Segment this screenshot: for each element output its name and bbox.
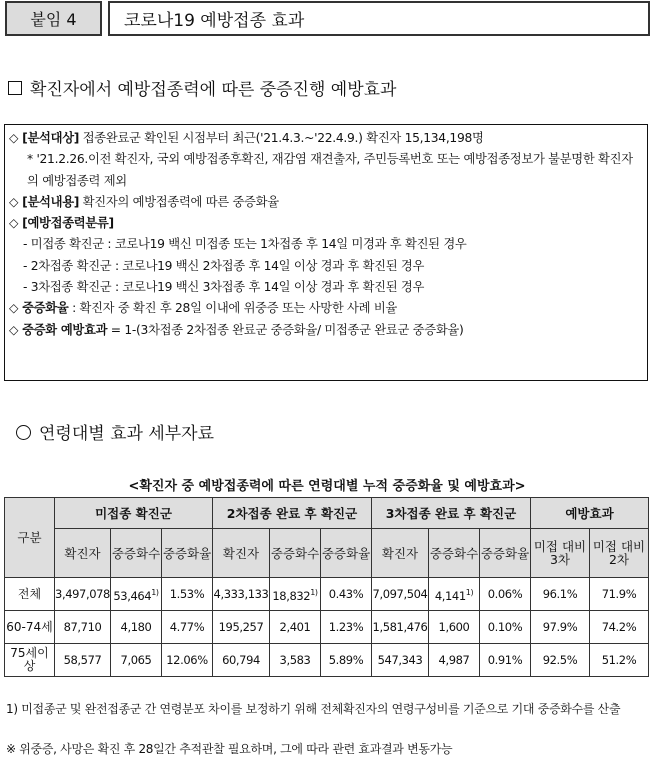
page-title-text: 코로나19 예방접종 효과: [124, 11, 305, 31]
table-cell: 1,600: [429, 611, 480, 644]
subheader-cell: 미접 대비 2차: [590, 529, 649, 578]
square-bullet-icon: [8, 81, 22, 95]
table-cell: 4.77%: [162, 611, 213, 644]
exclusion-note: * '21.2.26.이전 확진자, 국외 예방접종후확진, 재감염 재견출자, 주민등록번호 또는 예방접종정보가 불분명한 확진자의 예방접종력 제외: [27, 152, 633, 188]
group-header-effect: 예방효과: [531, 498, 649, 529]
row-label: 전체: [5, 578, 55, 611]
subheader-cell: 중증화율: [480, 529, 531, 578]
section-heading-1-text: 확진자에서 예방접종력에 따른 중증진행 예방효과: [30, 80, 397, 100]
page-title: [108, 1, 650, 36]
prevention-effect-text: = 1-(3차접종 2차접종 완료군 중증화율/ 미접종군 완료군 중증화율): [107, 322, 464, 337]
table-cell-value: 53,464: [113, 588, 152, 603]
table-cell: [111, 578, 162, 611]
table-cell: 12.06%: [162, 644, 213, 677]
table-cell: 547,343: [372, 644, 429, 677]
table-cell: [429, 578, 480, 611]
severity-rate-text: : 확진자 중 확진 후 28일 이내에 위중증 또는 사망한 사례 비율: [68, 301, 397, 316]
table-cell: 4,180: [111, 611, 162, 644]
footnote-mark: 1): [310, 587, 318, 597]
table-cell: 96.1%: [531, 578, 590, 611]
subheader-cell: 중증화수: [429, 529, 480, 578]
prevention-effect-def: [9, 320, 641, 341]
subheader-cell: 중증화수: [111, 529, 162, 578]
table-cell: 7,097,504: [372, 578, 429, 611]
subheader-cell: 중증화율: [162, 529, 213, 578]
section-heading-1: [8, 75, 396, 100]
analysis-content: [9, 192, 641, 213]
table-cell: 3,583: [270, 644, 321, 677]
table-cell-value: 4,141: [434, 588, 466, 603]
class-item-unvaccinated: - 미접종 확진군 : 코로나19 백신 미접종 또는 1차접종 후 14일 미경과 후 확진된 경우: [23, 237, 467, 252]
class-item-dose3: - 3차접종 확진군 : 코로나19 백신 3차접종 후 14일 이상 경과 후 확진된 경우: [23, 280, 425, 295]
table-cell: 74.2%: [590, 611, 649, 644]
group-header-dose3: 3차접종 완료 후 확진군: [372, 498, 531, 529]
section-heading-2-text: 연령대별 효과 세부자료: [39, 424, 215, 444]
subheader-cell: 확진자: [213, 529, 270, 578]
footnote-1: 1) 미접종군 및 완전접종군 간 연령분포 차이를 보정하기 위해 전체확진자의 연령구성비를 기준으로 기대 중증화수를 산출: [6, 702, 621, 716]
prevention-effect-label: ◇ 중증화 예방효과: [9, 322, 108, 337]
circle-bullet-icon: [16, 425, 31, 440]
subheader-cell: 미접 대비 3차: [531, 529, 590, 578]
class-item-dose2: - 2차접종 확진군 : 코로나19 백신 2차접종 후 14일 이상 경과 후 확진된 경우: [23, 258, 425, 273]
subheader-cell: 중증화율: [321, 529, 372, 578]
group-header-dose2: 2차접종 완료 후 확진군: [213, 498, 372, 529]
row-header-cell: 구분: [5, 498, 55, 578]
table-cell: 0.06%: [480, 578, 531, 611]
attachment-tab: [5, 1, 102, 36]
classification-heading: [9, 213, 641, 234]
analysis-box: [4, 124, 648, 381]
subheader-cell: 확진자: [372, 529, 429, 578]
footnote-mark: 1): [151, 587, 159, 597]
analysis-target: [9, 128, 641, 149]
analysis-target-text: 접종완료군 확인된 시점부터 최근('21.4.3.~'22.4.9.) 확진자 15,134,198명: [79, 131, 484, 145]
subheader-cell: 확진자: [55, 529, 111, 578]
analysis-content-label: ◇ [분석내용]: [9, 194, 80, 209]
footnote-2: ※ 위중증, 사망은 확진 후 28일간 추적관찰 필요하며, 그에 따라 관련 효과결과 변동가능: [6, 742, 453, 756]
group-header-unvaccinated: 미접종 확진군: [55, 498, 213, 529]
table-cell-value: 18,832: [272, 588, 311, 603]
age-group-table: [4, 497, 649, 677]
table-cell: 97.9%: [531, 611, 590, 644]
analysis-target-label: ◇ [분석대상]: [9, 131, 80, 145]
table-cell: 60,794: [213, 644, 270, 677]
table-cell: 195,257: [213, 611, 270, 644]
table-cell: 0.91%: [480, 644, 531, 677]
table-cell: 0.10%: [480, 611, 531, 644]
table-row: [5, 611, 649, 644]
attachment-label: 붙임 4: [30, 10, 77, 29]
table-cell: 87,710: [55, 611, 111, 644]
section-heading-2: [16, 419, 214, 444]
classification-label: ◇ [예방접종력분류]: [9, 216, 114, 231]
table-cell: 51.2%: [590, 644, 649, 677]
table-cell: 92.5%: [531, 644, 590, 677]
severity-rate-label: ◇ 중증화율: [9, 301, 69, 316]
table-cell: 1.53%: [162, 578, 213, 611]
table-cell: [270, 578, 321, 611]
severity-rate-def: [9, 298, 641, 319]
table-cell: 3,497,078: [55, 578, 111, 611]
subheader-cell: 중증화수: [270, 529, 321, 578]
table-cell: 5.89%: [321, 644, 372, 677]
table-cell: 71.9%: [590, 578, 649, 611]
table-cell: 58,577: [55, 644, 111, 677]
analysis-content-text: 확진자의 예방접종력에 따른 중증화율: [79, 194, 279, 209]
table-cell: 4,987: [429, 644, 480, 677]
table-row: [5, 578, 649, 611]
table-cell: 4,333,133: [213, 578, 270, 611]
footnote-mark: 1): [465, 587, 474, 597]
table-cell: 1.23%: [321, 611, 372, 644]
table-cell: 7,065: [111, 644, 162, 677]
table-cell: 0.43%: [321, 578, 372, 611]
table-caption: <확진자 중 예방접종력에 따른 연령대별 누적 중증화율 및 예방효과>: [128, 479, 526, 494]
table-row: [5, 644, 649, 677]
row-label: 75세이상: [5, 644, 55, 677]
table-cell: 1,581,476: [372, 611, 429, 644]
row-label: 60-74세: [5, 611, 55, 644]
table-cell: 2,401: [270, 611, 321, 644]
